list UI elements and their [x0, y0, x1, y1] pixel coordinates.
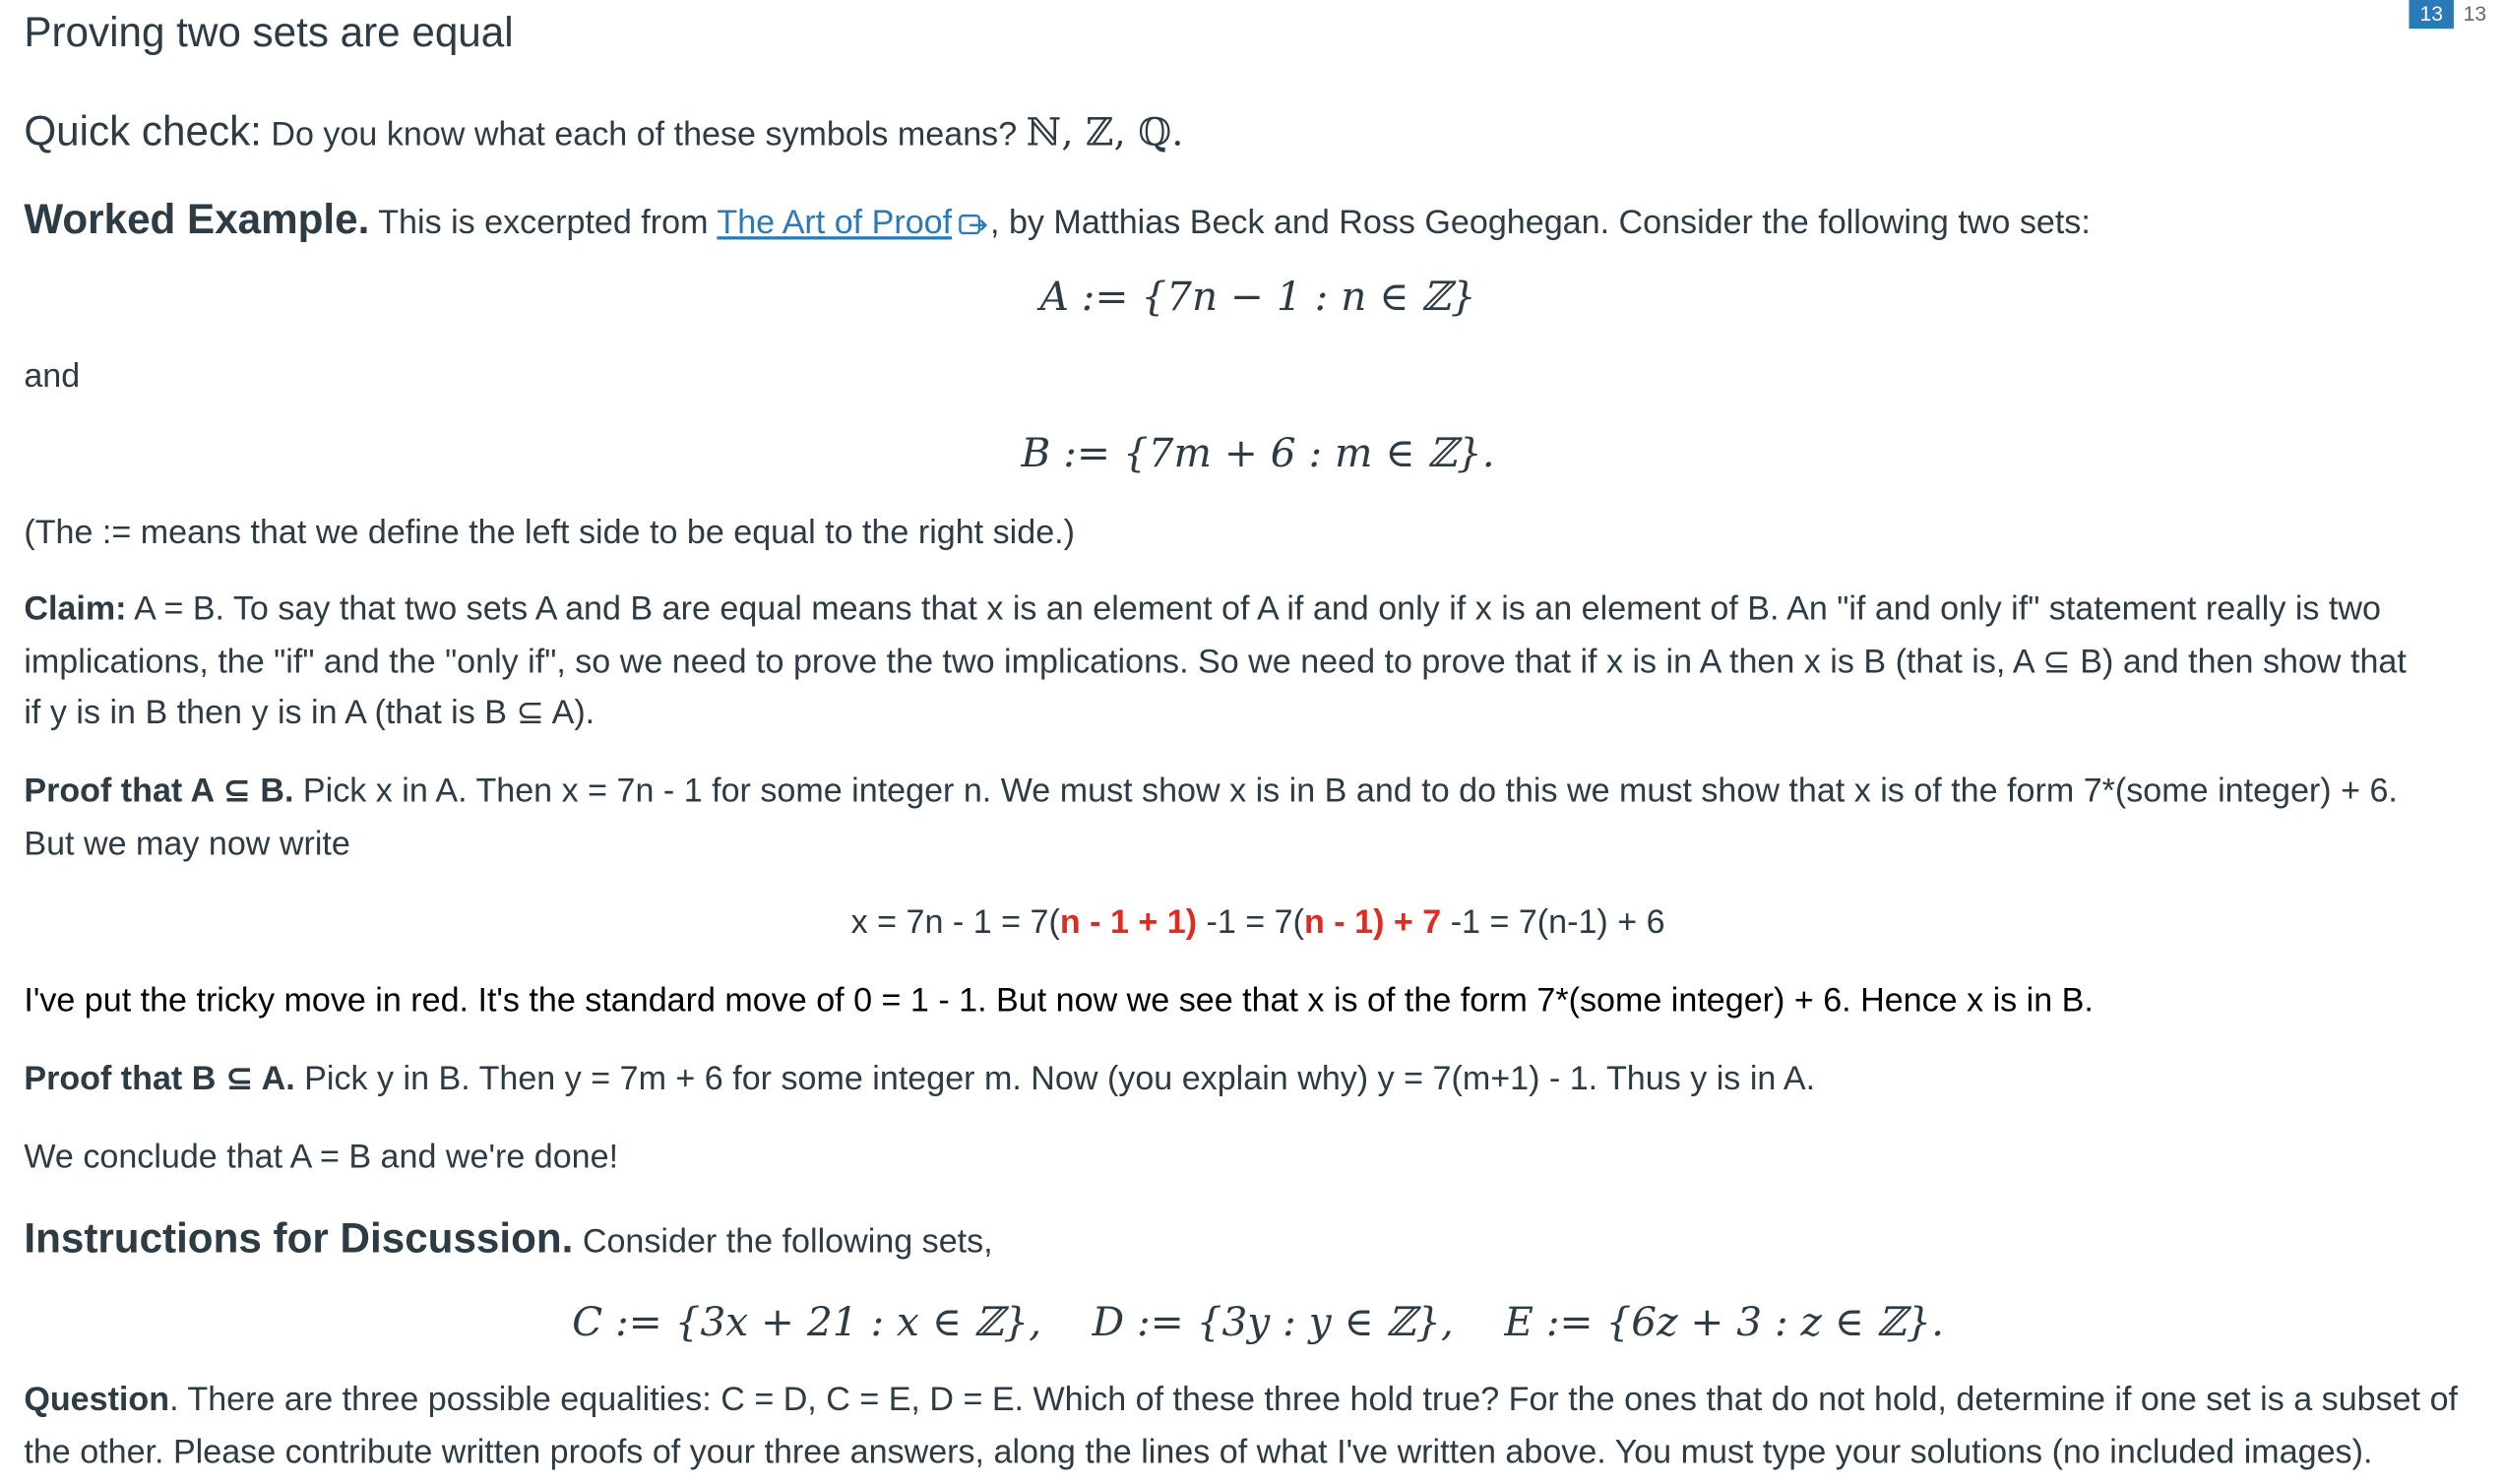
page-current-badge[interactable]: 13 [2409, 0, 2453, 29]
quick-check-label: Quick check: [24, 106, 262, 155]
instructions-text: Consider the following sets, [582, 1223, 993, 1261]
and-text: and [24, 357, 81, 395]
sets-cde-formula: C := {3x + 21 : x ∈ ℤ}, D := {3y : y ∈ ℤ}, E := {6z + 3 : z ∈ ℤ}. [572, 1298, 1945, 1345]
quick-check-symbols: ℕ, ℤ, ℚ. [1026, 109, 1184, 155]
equation-part-2: -1 = 7( [1197, 903, 1305, 941]
instructions-label: Instructions for Discussion. [24, 1213, 574, 1263]
claim-line-3: if y is in B then y is in A (that is B ⊆ A). [24, 695, 595, 732]
worked-example-label: Worked Example. [24, 195, 370, 243]
worked-example-intro [24, 192, 2492, 254]
set-b-definition [24, 425, 2492, 482]
define-note: (The := means that we define the left side to be equal to the right side.) [24, 514, 1075, 551]
tricky-move-note: I've put the tricky move in red. It's the standard move of 0 = 1 - 1. But now we see that x is of the form 7*(some integer) + 6. Hence x is in B. [24, 982, 2094, 1020]
equation-red-1: n - 1 + 1) [1059, 903, 1198, 941]
proof-ab-label: Proof that A ⊆ B. [24, 773, 294, 810]
question-line-1: . There are three possible equalities: C = D, C = E, D = E. Which of these three hold true? For the ones that do not hold, determine if one set is a subset of [169, 1381, 2459, 1419]
page-total-label: 13 [2463, 1, 2487, 26]
sets-cde [24, 1294, 2492, 1351]
equation-part-1: x = 7n - 1 = 7( [850, 903, 1060, 941]
equation-red-2: n - 1) + 7 [1304, 903, 1442, 941]
external-link-icon[interactable] [959, 200, 990, 254]
conclusion: We conclude that A = B and we're done! [24, 1139, 619, 1176]
claim-line-2: implications, the "if" and the "only if", so we need to prove the two implications. So we need to prove that if x is in A then x is B (that is, A ⊆ B) and then show that [24, 643, 2407, 680]
claim-line-1: A = B. To say that two sets A and B are equal means that x is an element of A if and only if x is an element of B. An "if and only if" statement really is two [134, 590, 2381, 628]
proof-ab-line-1: Pick x in A. Then x = 7n - 1 for some integer n. We must show x is in B and to do this we must show that x is of the form 7*(some integer) + 6. [302, 773, 2398, 810]
set-a-definition [24, 269, 2492, 326]
proof-ba-text: Pick y in B. Then y = 7m + 6 for some integer m. Now (you explain why) y = 7(m+1) - 1. Thus y is in A. [304, 1060, 1816, 1098]
claim-label: Claim: [24, 590, 127, 628]
instructions [24, 1210, 2492, 1269]
proof-ba-label: Proof that B ⊆ A. [24, 1060, 295, 1098]
set-a-formula: A := {7n − 1 : n ∈ ℤ} [1039, 273, 1476, 320]
question-paragraph [24, 1375, 2492, 1478]
question-line-2: the other. Please contribute written proofs of your three answers, along the lines of what I've written above. You must type your solutions (no included images). [24, 1433, 2373, 1470]
claim-paragraph [24, 585, 2492, 740]
set-b-formula: B := {7m + 6 : m ∈ ℤ}. [1021, 429, 1495, 476]
proof-ab-line-2: But we may now write [24, 825, 350, 862]
equation-part-3: -1 = 7(n-1) + 6 [1441, 903, 1665, 941]
page-counter [2409, 0, 2495, 29]
quick-check-text: Do you know what each of these symbols means? [271, 116, 1018, 154]
proof-ab-equation [24, 897, 2492, 949]
proof-a-subset-b [24, 767, 2492, 870]
proof-b-subset-a [24, 1054, 2492, 1105]
question-label: Question [24, 1381, 170, 1419]
worked-example-rest: , by Matthias Beck and Ross Geoghegan. Consider the following two sets: [990, 204, 2091, 242]
art-of-proof-link[interactable]: The Art of Proof [717, 204, 953, 242]
page-title: Proving two sets are equal [24, 8, 514, 56]
worked-example-intro-text: This is excerpted from [378, 204, 709, 242]
quick-check [24, 103, 2492, 162]
